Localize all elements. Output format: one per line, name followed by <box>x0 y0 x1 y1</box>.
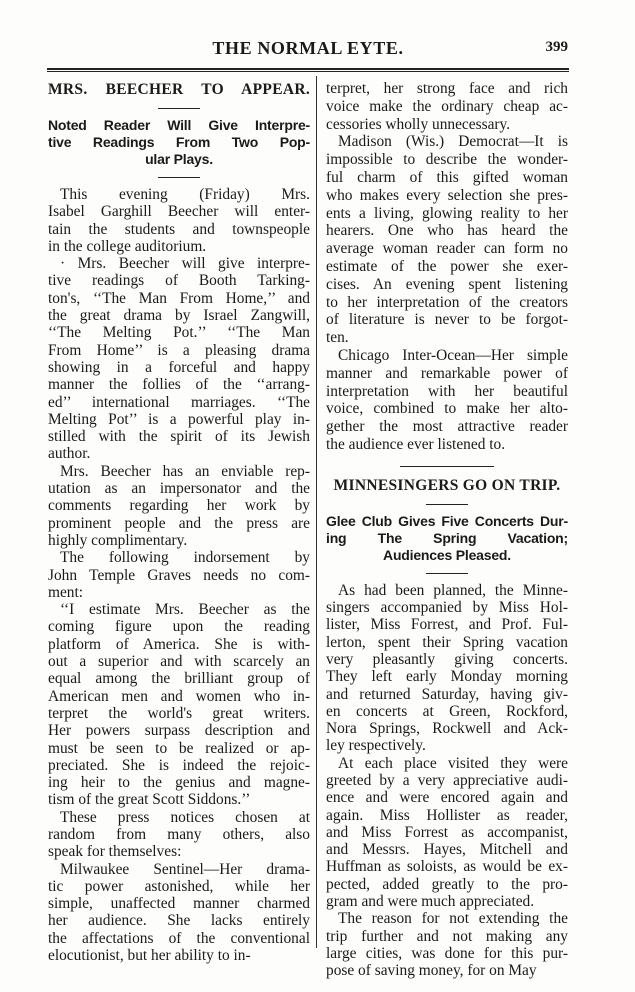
text-line: preciated. She is indeed the rejoic- <box>48 756 310 774</box>
paragraph <box>326 80 568 133</box>
paragraph <box>48 549 310 601</box>
text-line: utation as an impersonator and the <box>48 480 310 498</box>
text-line: speak for themselves: <box>48 843 182 861</box>
text-line: Huffman as soloists, as would be ex- <box>326 858 568 876</box>
text-line: ing heir to the genius and magne- <box>48 774 310 792</box>
text-line: ment: <box>48 583 84 601</box>
masthead-double-rule <box>47 68 569 72</box>
rule <box>158 108 200 109</box>
text-line: ten. <box>326 329 349 347</box>
text-line: to her interpretation of the creators <box>326 293 568 311</box>
text-line: tive readings of Booth Tarking- <box>48 272 310 290</box>
text-line: John Temple Graves needs no com- <box>48 566 310 584</box>
text-line: lister, Miss Forrest, and Prof. Ful- <box>326 616 568 634</box>
text-line: showing in a forceful and happy <box>48 358 310 376</box>
text-line: must be seen to be realized or ap- <box>48 739 310 757</box>
text-line: At each place visited they were <box>338 754 568 772</box>
text-line: Nora Springs, Rockwell and Ack- <box>326 720 568 738</box>
text-line: manner the follies of the ‘‘arrang- <box>48 376 310 394</box>
text-line: manner and remarkable power of <box>326 364 568 382</box>
text-line: the great drama by Israel Zangwill, <box>48 307 310 325</box>
text-line: very pleasantly giving concerts. <box>326 650 568 668</box>
text-line: terpret, her strong face and rich <box>326 80 568 97</box>
article-body-minnesingers <box>326 582 568 980</box>
text-line: gether the most attractive reader <box>326 418 568 436</box>
text-line: trip further and not making any <box>326 927 568 945</box>
text-line: greeted by a very appreciative audi- <box>326 772 568 789</box>
text-line: Madison (Wis.) Democrat—It is <box>338 133 568 151</box>
text-line: cessories wholly unnecessary. <box>326 115 511 133</box>
paragraph <box>48 463 310 549</box>
text-line: cises. An evening spent listening <box>326 275 568 293</box>
rule <box>158 177 200 178</box>
text-line: tism of the great Scott Siddons.’’ <box>48 791 251 809</box>
text-line: in the college auditorium. <box>48 237 207 255</box>
text-line: interpretation with her beautiful <box>326 382 568 400</box>
text-line: The reason for not extending the <box>338 910 568 928</box>
right-column <box>326 80 568 980</box>
text-line: voice make the ordinary cheap ac- <box>326 97 568 115</box>
text-line: large cities, was done for this pur- <box>326 944 568 962</box>
text-line: ents a living, glowing reality to her <box>326 204 568 222</box>
text-line: ‘‘I estimate Mrs. Beecher as the <box>60 601 310 619</box>
paragraph <box>48 861 310 965</box>
text-line: The following indorsement by <box>60 549 310 567</box>
subheadline-line: Glee Club Gives Five Concerts Dur- <box>326 512 568 529</box>
text-line: average woman reader can form no <box>326 240 568 258</box>
text-line: ence and were encored again and <box>326 789 568 807</box>
subheadline-line: Noted Reader Will Give Interpre- <box>48 117 310 133</box>
text-line: and returned Saturday, having giv- <box>326 685 568 703</box>
text-line: the affectations of the conventional <box>48 929 310 947</box>
subheadline-line: Audiences Pleased. <box>383 546 511 563</box>
text-line: They left early Monday morning <box>326 668 568 686</box>
text-line: and Miss Forrest as accompanist, <box>326 823 568 841</box>
text-line: the audience ever listened to. <box>326 435 506 453</box>
article-headline-minnesingers: MINNESINGERS GO ON TRIP. <box>333 476 561 494</box>
text-line: ed’’ international marriages. ‘‘The <box>48 393 310 411</box>
text-line: This evening (Friday) Mrs. <box>60 186 310 203</box>
rule <box>426 504 468 505</box>
article-body-beecher-continued <box>326 80 568 454</box>
text-line: From Home’’ is a pleasing drama <box>48 341 310 359</box>
text-line: impossible to describe the wonder- <box>326 151 568 169</box>
text-line: random from many others, also <box>48 825 310 843</box>
text-line: Melting Pot’’ is a powerful play in- <box>48 410 310 428</box>
paragraph <box>326 133 568 347</box>
paragraph <box>326 582 568 755</box>
column-divider <box>316 76 317 948</box>
text-line: Isabel Garghill Beecher will enter- <box>48 203 310 221</box>
text-line: Chicago Inter-Ocean—Her simple <box>338 346 568 364</box>
text-line: comments regarding her work by <box>48 497 310 515</box>
text-line: again. Miss Hollister as reader, <box>326 806 568 824</box>
text-line: hearers. One who has heard the <box>326 222 568 240</box>
text-line: elocutionist, but her ability to in- <box>48 947 251 965</box>
subheadline-line: ular Plays. <box>145 151 213 167</box>
text-line: tic power astonished, while her <box>48 877 310 895</box>
paragraph <box>326 910 568 979</box>
text-line: As had been planned, the Minne- <box>338 581 568 599</box>
text-line: American men and women who in- <box>48 687 310 705</box>
newspaper-title: THE NORMAL EYTE. <box>212 38 404 58</box>
text-line: ley respectively. <box>326 737 426 755</box>
article-subheadline-minnesingers <box>326 513 568 564</box>
paragraph <box>48 186 310 255</box>
text-line: Mrs. Beecher has an enviable rep- <box>60 462 310 480</box>
text-line: Milwaukee Sentinel—Her drama- <box>60 860 310 878</box>
paragraph <box>48 255 310 463</box>
text-line: simple, unaffected manner charmed <box>48 895 310 913</box>
text-line: author. <box>48 445 91 463</box>
text-line: ‘‘The Melting Pot.’’ ‘‘The Man <box>48 324 310 342</box>
text-line: estimate of the power she exer- <box>326 257 568 275</box>
rule <box>426 573 468 574</box>
text-line: equal among the brilliant group of <box>48 670 310 688</box>
paragraph <box>326 347 568 454</box>
text-line: pose of saving money, for on May <box>326 962 537 980</box>
left-column <box>48 80 310 964</box>
text-line: ful charm of this gifted woman <box>326 168 568 186</box>
text-line: pected, added greatly to the pro- <box>326 875 568 893</box>
text-line: singers accompanied by Miss Hol- <box>326 599 568 617</box>
rule <box>400 466 494 467</box>
text-line: These press notices chosen at <box>60 808 310 826</box>
text-line: highly complimentary. <box>48 531 188 549</box>
text-line: voice, combined to make her alto- <box>326 400 568 418</box>
paragraph <box>326 755 568 911</box>
text-line: of literature is never to be forgot- <box>326 311 568 329</box>
text-line: · Mrs. Beecher will give interpre- <box>60 255 310 273</box>
text-line: coming figure upon the reading <box>48 618 310 636</box>
text-line: tain the students and townspeople <box>48 220 310 238</box>
text-line: who makes every selection she pres- <box>326 186 568 204</box>
text-line: her audience. She lacks entirely <box>48 912 310 930</box>
masthead <box>48 38 568 62</box>
text-line: stilled with the spirit of its Jewish <box>48 428 310 446</box>
page-number: 399 <box>545 39 568 55</box>
subheadline-line: ing The Spring Vacation; <box>326 529 568 546</box>
text-line: ton's, ‘‘The Man From Home,’’ and <box>48 289 310 307</box>
text-line: Her powers surpass description and <box>48 722 310 740</box>
text-line: terpret the world's great writers. <box>48 704 310 722</box>
paragraph <box>48 809 310 861</box>
text-line: en concerts at Green, Rockford, <box>326 702 568 720</box>
text-line: and Messrs. Hayes, Mitchell and <box>326 841 568 859</box>
text-line: prominent people and the press are <box>48 514 310 532</box>
text-line: gram and were much appreciated. <box>326 893 535 911</box>
text-line: out a superior and with scarcely an <box>48 653 310 671</box>
article-headline-beecher: MRS. BEECHER TO APPEAR. <box>48 81 310 98</box>
article-subheadline-beecher <box>48 117 310 168</box>
subheadline-line: tive Readings From Two Pop- <box>48 134 310 150</box>
paragraph <box>48 601 310 809</box>
text-line: platform of America. She is with- <box>48 635 310 653</box>
text-line: lerton, spent their Spring vacation <box>326 633 568 651</box>
article-body-beecher <box>48 186 310 964</box>
